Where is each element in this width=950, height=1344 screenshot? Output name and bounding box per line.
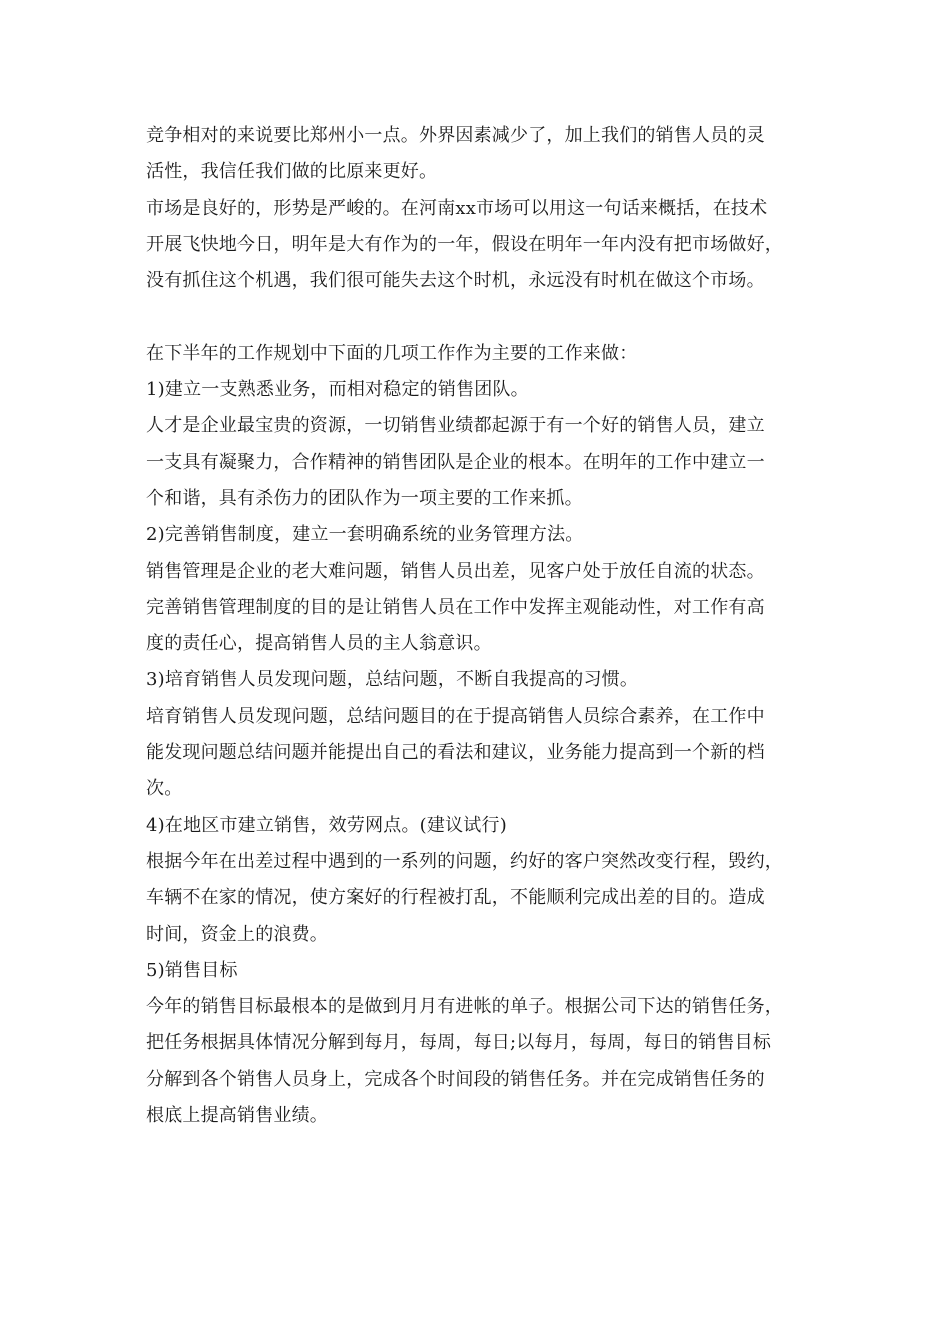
item-heading-2: 2)完善销售制度，建立一套明确系统的业务管理方法。	[146, 524, 584, 546]
blank-line	[146, 299, 816, 335]
item-heading-5: 5)销售目标	[146, 959, 238, 981]
document-body	[146, 118, 816, 1134]
text-line: 活性，我信任我们做的比原来更好。	[146, 161, 438, 183]
text-line: 没有抓住这个机遇，我们很可能失去这个时机，永远没有时机在做这个市场。	[146, 270, 765, 292]
text-line: 个和谐，具有杀伤力的团队作为一项主要的工作来抓。	[146, 487, 583, 509]
text-line: 今年的销售目标最根本的是做到月月有进帐的单子。根据公司下达的销售任务，	[146, 996, 783, 1018]
text-line: 把任务根据具体情况分解到每月，每周，每日;以每月，每周，每日的销售目标	[146, 1032, 772, 1054]
item-heading-1: 1)建立一支熟悉业务，而相对稳定的销售团队。	[146, 379, 529, 401]
text-line: 时间，资金上的浪费。	[146, 923, 328, 945]
text-line: 根据今年在出差过程中遇到的一系列的问题，约好的客户突然改变行程，毁约，	[146, 850, 783, 872]
text-line: 竞争相对的来说要比郑州小一点。外界因素减少了，加上我们的销售人员的灵	[146, 125, 765, 146]
text-line: 培育销售人员发现问题，总结问题目的在于提高销售人员综合素养，在工作中	[146, 705, 765, 727]
text-line: 度的责任心，提高销售人员的主人翁意识。	[146, 633, 492, 655]
item-heading-3: 3)培育销售人员发现问题，总结问题，不断自我提高的习惯。	[146, 669, 639, 691]
text-line: 开展飞快地今日，明年是大有作为的一年，假设在明年一年内没有把市场做好，	[146, 233, 783, 255]
text-line: 车辆不在家的情况，使方案好的行程被打乱，不能顺利完成出差的目的。造成	[146, 887, 765, 909]
text-line: 根底上提高销售业绩。	[146, 1105, 328, 1127]
text-line: 完善销售管理制度的目的是让销售人员在工作中发挥主观能动性，对工作有高	[146, 596, 765, 618]
text-line: 分解到各个销售人员身上，完成各个时间段的销售任务。并在完成销售任务的	[146, 1068, 765, 1090]
text-line: 销售管理是企业的老大难问题，销售人员出差，见客户处于放任自流的状态。	[146, 560, 765, 582]
text-line: 市场是良好的，形势是严峻的。在河南xx市场可以用这一句话来概括，在技术	[146, 197, 768, 219]
text-line: 次。	[146, 778, 183, 800]
text-line: 人才是企业最宝贵的资源，一切销售业绩都起源于有一个好的销售人员，建立	[146, 415, 765, 437]
section-intro: 在下半年的工作规划中下面的几项工作作为主要的工作来做：	[146, 342, 638, 364]
item-heading-4: 4)在地区市建立销售，效劳网点。(建议试行)	[146, 814, 507, 836]
text-line: 能发现问题总结问题并能提出自己的看法和建议，业务能力提高到一个新的档	[146, 742, 765, 764]
text-line: 一支具有凝聚力，合作精神的销售团队是企业的根本。在明年的工作中建立一	[146, 451, 765, 473]
